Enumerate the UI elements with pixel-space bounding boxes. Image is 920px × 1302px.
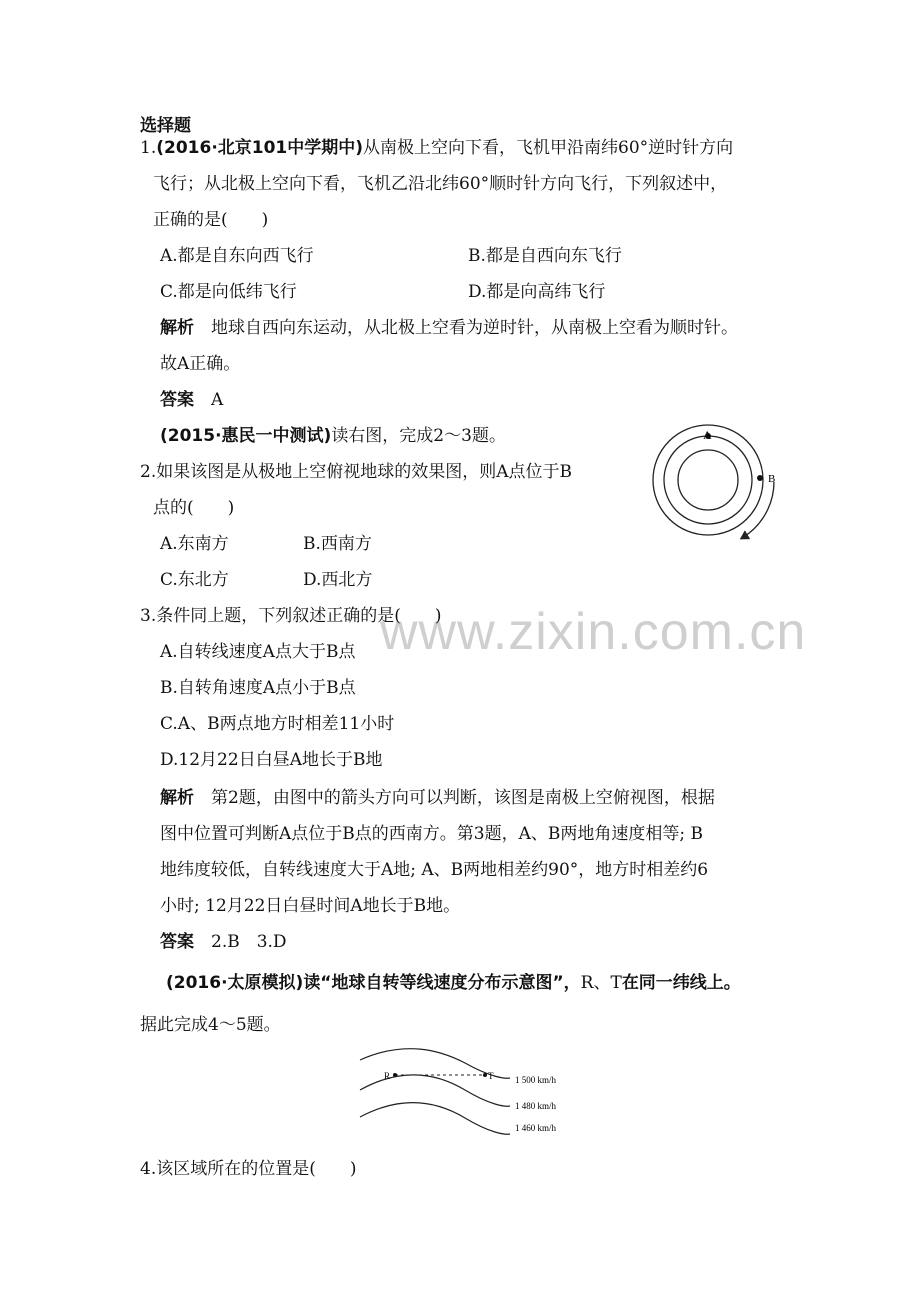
question-1-analysis (160, 317, 738, 339)
question-1-option-d[interactable]: D.都是向高纬飞行 (468, 282, 606, 302)
isoline-1460-label: 1 460 km/h (515, 1123, 557, 1133)
point-b-label: B (768, 473, 776, 485)
question-1-line-2: 飞行；从北极上空向下看，飞机乙沿北纬60°顺时针方向飞行，下列叙述中， (153, 174, 728, 194)
answer-label: 答案 (160, 390, 194, 410)
question-1-answer (160, 389, 223, 411)
question-1-option-c[interactable]: C.都是向低纬飞行 (160, 282, 297, 302)
question-2-option-c[interactable]: C.东北方 (160, 570, 229, 590)
question-3-option-b[interactable]: B.自转角速度A点小于B点 (160, 678, 356, 698)
group-4-5-text-b: R、T (580, 973, 622, 993)
analysis-2-3-line-1 (160, 787, 715, 809)
group-4-5-text-c: 在同一纬线上。 (621, 973, 741, 993)
question-1-analysis-line-2: 故A正确。 (160, 354, 241, 374)
group-4-5-intro (166, 972, 741, 994)
point-r-label: R (384, 1071, 391, 1081)
analysis-2-3-label: 解析 (160, 788, 194, 808)
section-title: 选择题 (140, 116, 191, 136)
question-3-option-c[interactable]: C.A、B两点地方时相差11小时 (160, 714, 395, 734)
question-3-option-a[interactable]: A.自转线速度A点大于B点 (160, 642, 356, 662)
analysis-2-3-answer (160, 931, 287, 953)
group-4-5-text-a: 读“地球自转等线速度分布示意图”， (303, 973, 581, 993)
group-4-5-source: (2016·太原模拟) (166, 973, 304, 993)
rotation-velocity-figure (355, 1045, 585, 1140)
point-b-dot (757, 475, 763, 481)
isoline-1460 (360, 1103, 510, 1135)
question-1-text-1: 从南极上空向下看，飞机甲沿南纬60°逆时针方向 (363, 138, 734, 158)
analysis-2-3-line-2: 图中位置可判断A点位于B点的西南方。第3题，A、B两地角速度相等; B (160, 824, 703, 844)
question-1-line-3: 正确的是( ) (153, 210, 269, 230)
answer-2-3-label: 答案 (160, 932, 194, 952)
analysis-label: 解析 (160, 318, 194, 338)
question-1-option-a[interactable]: A.都是自东向西飞行 (160, 246, 314, 266)
analysis-2-3-line-4: 小时; 12月22日白昼时间A地长于B地。 (160, 896, 461, 916)
point-t-dot (483, 1073, 487, 1077)
middle-latitude-circle (664, 436, 752, 524)
analysis-text-1: 地球自西向东运动，从北极上空看为逆时针，从南极上空看为顺时针。 (211, 318, 738, 338)
question-1-source: (2016·北京101中学期中) (156, 138, 364, 158)
question-2-option-d[interactable]: D.西北方 (303, 570, 373, 590)
question-4-stem: 4.该区域所在的位置是( ) (140, 1159, 357, 1179)
isoline-1480-label: 1 480 km/h (515, 1101, 557, 1111)
rotation-arrow (742, 482, 774, 538)
question-3-option-d[interactable]: D.12月22日白昼A地长于B地 (160, 750, 383, 770)
question-1-option-b[interactable]: B.都是自西向东飞行 (468, 246, 622, 266)
question-1-number: 1. (140, 138, 157, 158)
group-2-3-text: 读右图，完成2～3题。 (331, 426, 506, 446)
watermark: www.zixin.com.cn (380, 603, 807, 661)
group-2-3-source: (2015·惠民一中测试) (160, 426, 332, 446)
question-2-option-b[interactable]: B.西南方 (303, 534, 372, 554)
polar-view-figure (650, 420, 790, 550)
inner-latitude-circle (678, 450, 738, 510)
isoline-1500-label: 1 500 km/h (515, 1075, 557, 1085)
group-4-5-line-2: 据此完成4～5题。 (140, 1015, 281, 1035)
answer-2-3-value: 2.B 3.D (211, 932, 287, 952)
point-r-dot (393, 1073, 397, 1077)
question-3-stem: 3.条件同上题，下列叙述正确的是( ) (140, 606, 442, 626)
point-t-label: T (488, 1071, 494, 1081)
group-2-3-intro (160, 425, 506, 447)
question-1-line-1 (140, 137, 733, 159)
point-a-label: A (703, 428, 712, 442)
question-2-line-1: 2.如果该图是从极地上空俯视地球的效果图，则A点位于B (140, 462, 572, 482)
question-2-option-a[interactable]: A.东南方 (160, 534, 229, 554)
analysis-2-3-text-1: 第2题，由图中的箭头方向可以判断，该图是南极上空俯视图，根据 (211, 788, 715, 808)
answer-value: A (211, 390, 224, 410)
question-2-line-2: 点的( ) (153, 498, 235, 518)
analysis-2-3-line-3: 地纬度较低，自转线速度大于A地; A、B两地相差约90°，地方时相差约6 (160, 860, 709, 880)
